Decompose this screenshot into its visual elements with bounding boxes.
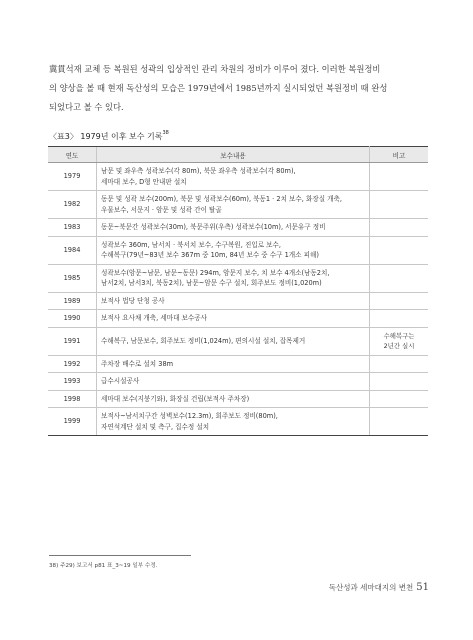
table-row [48, 408, 428, 436]
row-content-line: 남문 및 좌우측 성곽보수(각 80m), 북문 좌우측 성곽보수(각 80m), [101, 167, 296, 175]
table-row [48, 310, 428, 328]
paragraph-line: 되었다고 볼 수 있다. [49, 102, 124, 112]
header-note: 비고 [370, 147, 429, 163]
row-note [370, 264, 429, 292]
table-row [48, 219, 428, 237]
row-note [370, 163, 429, 191]
row-content [97, 264, 370, 292]
table-row [48, 327, 428, 355]
paragraph-line: 冀貫석재 교체 등 복원된 성곽의 입상적인 관리 차원의 정비가 이루어 졌다. 이러한 복원정비 [49, 64, 381, 74]
table-caption [49, 131, 169, 142]
row-content-line: 수해복구(79년~83년 보수 367m 중 10m, 84년 보수 중 수구 1개소 피해) [101, 251, 319, 259]
row-content-line: 우물보수, 서문지 · 암문 및 성곽 간이 탈골 [101, 205, 222, 214]
paragraph-line: 의 양상을 볼 때 현재 독산성의 모습은 1979년에서 1985년까지 실시되었던 복원정비 때 완성 [49, 83, 388, 93]
row-content [97, 408, 370, 436]
row-note [370, 408, 429, 436]
row-note [370, 236, 429, 264]
page-footer [329, 582, 429, 593]
row-content-line: 세마대 보수, D형 안내판 설치 [101, 177, 187, 186]
row-content [97, 191, 370, 219]
row-content-line: 동문 및 성곽 보수(200m), 북문 및 성곽보수(60m), 북동1 · 2치 보수, 화장실 개축, [101, 195, 343, 203]
row-year: 1998 [48, 390, 97, 408]
row-content [97, 373, 370, 391]
running-footer-title: 독산성과 세마대지의 변천 [328, 583, 414, 592]
row-year: 1979 [48, 163, 97, 191]
footnote-reference: 38 [162, 130, 169, 136]
row-note [370, 327, 429, 355]
row-year: 1983 [48, 219, 97, 237]
body-paragraph [49, 60, 429, 117]
row-content [97, 355, 370, 373]
table-row [48, 264, 428, 292]
table-row [48, 373, 428, 391]
table-row [48, 163, 428, 191]
row-year: 1993 [48, 373, 97, 391]
row-content-line: 급수시설공사 [101, 377, 140, 385]
table-caption-text: 〈표3〉 1979년 이후 보수 기록 [49, 132, 163, 141]
row-note [370, 355, 429, 373]
row-content [97, 327, 370, 355]
row-content-line: 보적사~남서치구간 성벽보수(12.3m), 회주보도 정비(80m), [101, 412, 278, 420]
table-row [48, 355, 428, 373]
footnote-divider [49, 555, 191, 556]
row-note [370, 390, 429, 408]
row-content [97, 292, 370, 310]
table-header-row [48, 147, 428, 163]
table-body [48, 163, 428, 436]
table-row [48, 236, 428, 264]
row-content-line: 보적사 요사채 개축, 세마대 보수공사 [101, 314, 208, 322]
row-year: 1985 [48, 264, 97, 292]
row-content-line: 주차장 배수로 설치 38m [101, 359, 174, 368]
row-note [370, 219, 429, 237]
row-year: 1990 [48, 310, 97, 328]
page-number: 51 [416, 582, 429, 593]
row-content-line: 보적사 법당 단청 공사 [101, 296, 165, 305]
table-row [48, 191, 428, 219]
row-content [97, 390, 370, 408]
row-year: 1982 [48, 191, 97, 219]
row-content-line: 성곽보수(암문~남문, 남문~동문) 294m, 암문지 보수, 치 보수 4개소(남동2치, [101, 268, 330, 277]
table-row [48, 390, 428, 408]
row-content-line: 세마대 보수(지붕기와), 화장실 건립(보적사 주차장) [101, 394, 250, 403]
row-year: 1999 [48, 408, 97, 436]
row-content-line: 동문~북문간 성곽보수(30m), 북문주위(우측) 성곽보수(10m), 서문유구 정비 [101, 223, 326, 231]
row-note [370, 292, 429, 310]
row-note [370, 373, 429, 391]
row-year: 1991 [48, 327, 97, 355]
header-content: 보수내용 [97, 147, 370, 163]
row-content [97, 310, 370, 328]
row-content-line: 성곽보수 360m, 남서치 · 북서치 보수, 수구복원, 진입로 보수, [101, 240, 282, 249]
row-content-line: 수해복구, 남문보수, 회주보도 정비(1,024m), 편의시설 설치, 잡목제거 [101, 336, 306, 345]
row-content [97, 163, 370, 191]
row-note [370, 191, 429, 219]
row-content-line: 자연석계단 설치 및 측구, 집수정 설치 [101, 422, 210, 431]
row-content [97, 219, 370, 237]
footnote: 38) 주29) 보고서 p81 표_3~19 일부 수정. [49, 563, 158, 569]
row-year: 1984 [48, 236, 97, 264]
row-note [370, 310, 429, 328]
row-note-line: 수해복구는 [383, 331, 415, 340]
row-year: 1992 [48, 355, 97, 373]
row-year: 1989 [48, 292, 97, 310]
row-content-line: 남서2치, 남서3치, 북동2치), 남문~암문 수구 설치, 회주보도 정비(1,020m) [101, 279, 322, 287]
table-row [48, 292, 428, 310]
repair-history-table [48, 146, 428, 436]
row-content [97, 236, 370, 264]
header-year: 연도 [48, 147, 97, 163]
row-note-line: 2년간 실시 [383, 342, 415, 350]
